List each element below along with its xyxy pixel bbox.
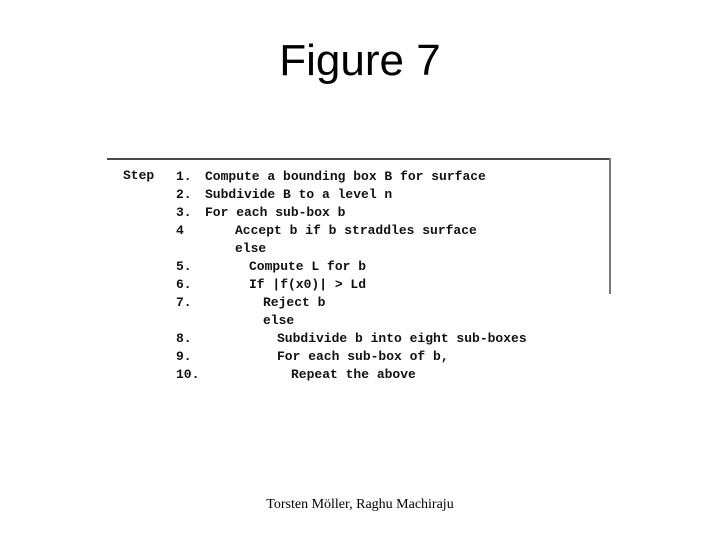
algorithm-line <box>107 312 295 330</box>
step-text: Accept b if b straddles surface <box>235 223 477 238</box>
step-text: Subdivide b into eight sub-boxes <box>277 331 527 346</box>
algorithm-line <box>107 276 367 294</box>
step-number: 10. <box>176 367 200 382</box>
step-text: Reject b <box>263 295 326 310</box>
step-number: 8. <box>176 331 192 346</box>
right-rule <box>609 158 611 294</box>
step-text: else <box>235 241 267 256</box>
algorithm-line <box>107 186 393 204</box>
step-text: Compute L for b <box>249 259 367 274</box>
step-text: Repeat the above <box>291 367 416 382</box>
step-text: Subdivide B to a level n <box>205 187 393 202</box>
step-number: 5. <box>176 259 192 274</box>
algorithm-line <box>107 240 267 258</box>
step-number: 4 <box>176 223 184 238</box>
step-text: If |f(x0)| > Ld <box>249 277 367 292</box>
algorithm-line <box>107 366 416 384</box>
algorithm-line <box>107 348 449 366</box>
algorithm-line <box>107 204 346 222</box>
step-number: 1. <box>176 169 192 184</box>
step-number: 7. <box>176 295 192 310</box>
step-number: 9. <box>176 349 192 364</box>
step-header: Step <box>123 168 155 183</box>
algorithm-line <box>107 330 527 348</box>
step-text: For each sub-box b <box>205 205 346 220</box>
step-text: else <box>263 313 295 328</box>
algorithm-figure <box>107 158 611 390</box>
step-text: Compute a bounding box B for surface <box>205 169 486 184</box>
slide-title: Figure 7 <box>279 36 441 85</box>
top-rule <box>107 158 610 160</box>
step-number: 3. <box>176 205 192 220</box>
algorithm-line <box>107 222 477 240</box>
footer-credit: Torsten Möller, Raghu Machiraju <box>266 497 454 512</box>
algorithm-line <box>107 294 326 312</box>
step-number: 6. <box>176 277 192 292</box>
step-number: 2. <box>176 187 192 202</box>
algorithm-line <box>107 258 367 276</box>
step-text: For each sub-box of b, <box>277 349 449 364</box>
